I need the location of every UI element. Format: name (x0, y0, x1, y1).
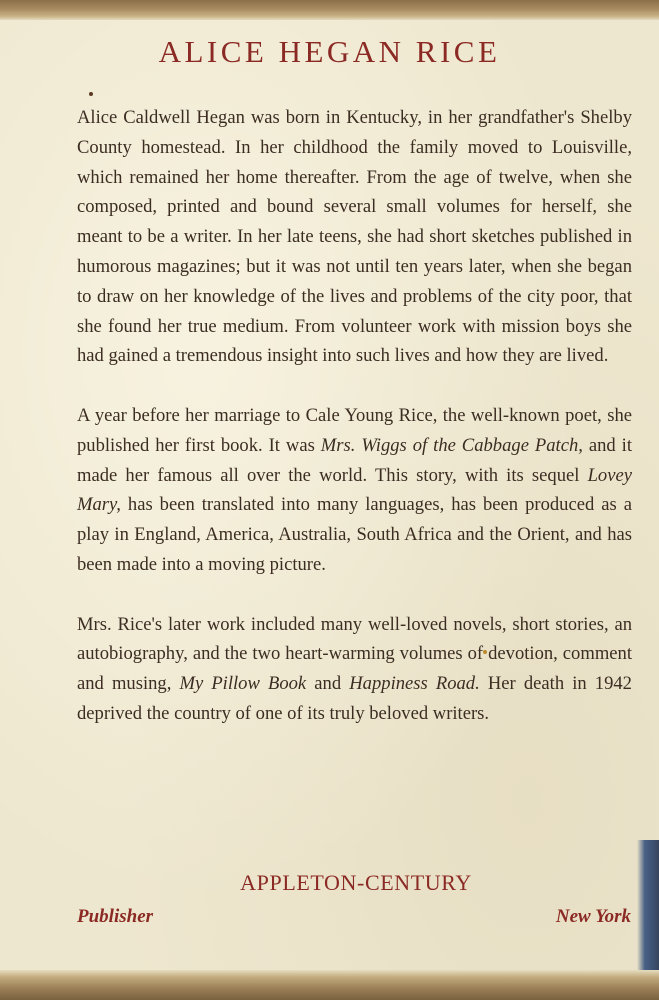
publisher-city: New York (555, 906, 631, 927)
book-title-mrs-wiggs: Mrs. Wiggs of the Cabbage Patch, (320, 434, 583, 456)
book-title-happiness-road: Happiness Road. (349, 673, 480, 695)
bio-paragraph-2 (77, 401, 632, 580)
author-name-title: ALICE HEGAN RICE (158, 34, 501, 69)
ink-speck (89, 92, 93, 96)
publisher-label: Publisher (77, 906, 154, 927)
bottom-worn-edge (0, 970, 659, 1000)
book-title-lovey-mary: Lovey Mary, (77, 464, 632, 516)
publisher-name: APPLETON-CENTURY (240, 870, 472, 895)
bio-paragraph-2-text: A year before her marriage to Cale Young Rice, the well-known poet, she published her first book. It was (77, 404, 632, 456)
bio-paragraph-3-text: and (306, 673, 350, 695)
bio-paragraph-3-text: Mrs. Rice's later work included many well-loved novels, short stories, an autobiography, and the two heart-warming volumes of devotion, comment and musing, (77, 613, 632, 695)
author-biography (77, 103, 632, 759)
bio-paragraph-1: Alice Caldwell Hegan was born in Kentucky, in her grandfather's Shelby County homestead. In her childhood the family moved to Louisville, which remained her home thereafter. From the age of twelve, when she composed, printed and bound several small volumes for herself, she meant to be a writer. In her late teens, she had short sketches published in humorous magazines; but it was not until ten years later, when she began to draw on her knowledge of the lives and problems of the city poor, that she found her true medium. From volunteer work with mission boys she had gained a tremendous insight into such lives and how they are lived. (77, 107, 632, 367)
bio-paragraph-3-text: Her death in 1942 deprived the country of one of its truly beloved writers. (77, 673, 632, 724)
bio-paragraph-2-text: and it made her famous all over the world. This story, with its sequel (77, 434, 632, 486)
book-title-my-pillow-book: My Pillow Book (179, 673, 307, 695)
top-worn-edge (0, 0, 659, 20)
right-edge-blue-tape (637, 840, 659, 970)
bio-paragraph-2-text: has been translated into many languages, has been produced as a play in England, America, Australia, South Africa and the Orient, and has been made into a moving picture. (77, 494, 632, 575)
bio-paragraph-3 (77, 610, 632, 729)
